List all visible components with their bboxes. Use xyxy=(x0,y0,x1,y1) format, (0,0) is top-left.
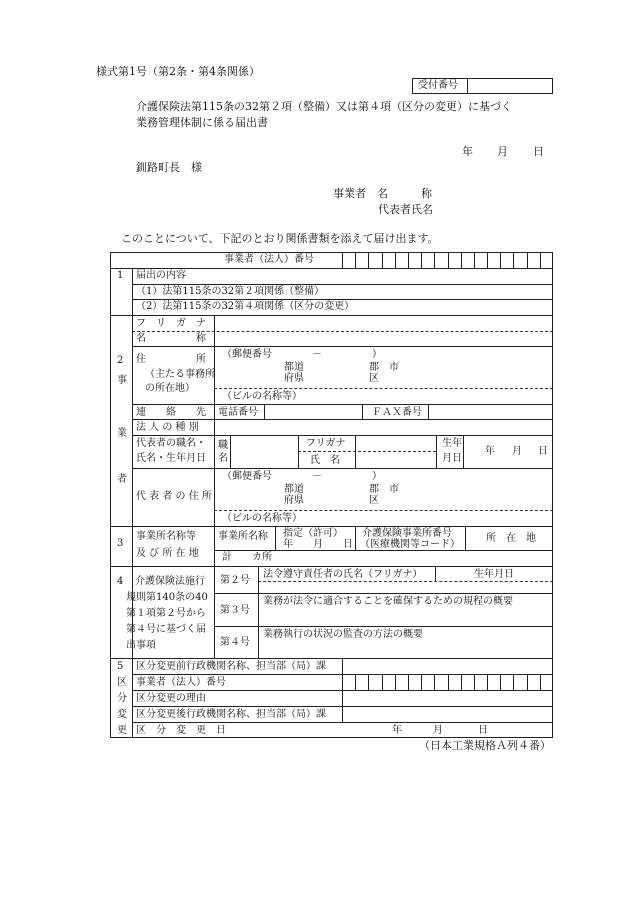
address-label: 住 所 xyxy=(136,354,206,365)
sec5-vertical-3: 変 xyxy=(117,709,127,720)
rep-title-line2: 氏名・生年月日 xyxy=(136,453,206,464)
addressee: 釧路町長 様 xyxy=(136,161,202,174)
number-cell-divider xyxy=(500,252,501,268)
sec1-title: 届出の内容 xyxy=(136,270,186,281)
sec1-item1[interactable]: （1）法第115条の32第２項関係（整備） xyxy=(136,286,325,297)
seinen-label: 生年 xyxy=(442,438,462,449)
number-cell-divider xyxy=(421,252,422,268)
number-cell-divider xyxy=(355,252,356,268)
ku-label: 区 xyxy=(369,373,379,384)
rep-address-label: 代 表 者 の 住 所 xyxy=(136,491,212,502)
sec5-row5: 区 分 変 更 日 xyxy=(136,725,226,736)
rep-todo-label: 都道 xyxy=(284,484,304,495)
form-number: 様式第1号（第2条・第4条関係） xyxy=(96,65,260,78)
number-cell-divider xyxy=(527,674,528,690)
sec5-row3: 区分変更の理由 xyxy=(136,693,206,704)
sec1-item2[interactable]: （2）法第115条の32第４項関係（区分の変更） xyxy=(136,301,355,312)
sec3-title1: 事業所名称等 xyxy=(136,531,196,542)
number-cell-divider xyxy=(461,252,462,268)
number-cell-divider xyxy=(500,674,501,690)
receipt-label: 受付番号 xyxy=(418,80,458,91)
rep-birth-day: 日 xyxy=(538,446,548,457)
form-title-line1: 介護保険法第115条の32第２項（整備）又は第４項（区分の変更）に基づく xyxy=(136,100,512,113)
form-title-line2: 業務管理体制に係る届出書 xyxy=(136,116,268,129)
sec4-title3: 第１項第２号から xyxy=(126,608,206,619)
number-cell-divider xyxy=(395,674,396,690)
sec5-vertical-1: 区 xyxy=(117,677,127,688)
footer-standard: （日本工業規格Ａ列４番） xyxy=(419,739,551,752)
sec4-title4: 第４号に基づく届 xyxy=(126,624,206,635)
number-cell-divider xyxy=(382,252,383,268)
rep-building-label[interactable]: （ビルの名称等） xyxy=(222,513,302,524)
care-number-line2: （医療機関等コード） xyxy=(360,539,460,550)
sec5-number: 5 xyxy=(117,661,124,672)
sec1-number: 1 xyxy=(117,270,124,281)
applicant-name-label: 事業者 名 称 xyxy=(333,187,432,200)
rep-fuken-label: 府県 xyxy=(284,495,304,506)
address-sub2: の所在地） xyxy=(145,383,195,394)
number-cell-divider xyxy=(355,674,356,690)
item2-label: 第２号 xyxy=(220,575,250,586)
birth-date-label: 生年月日 xyxy=(474,569,514,580)
sec4-number: 4 xyxy=(117,576,124,587)
number-cell-divider xyxy=(408,674,409,690)
todo-label: 都道 xyxy=(284,362,304,373)
item4-desc: 業務執行の状況の監査の方法の概要 xyxy=(263,629,423,640)
number-cell-divider xyxy=(540,674,541,690)
number-cell-divider xyxy=(461,674,462,690)
sec2-vertical-2: 業 xyxy=(117,428,127,439)
change-month: 月 xyxy=(433,725,443,736)
name-label: 名 称 xyxy=(136,333,206,344)
contact-label: 連 絡 先 xyxy=(136,407,206,418)
sec4-title5: 出事項 xyxy=(126,640,156,651)
furigana2-label: フリガナ xyxy=(306,438,346,449)
number-cell-divider xyxy=(368,674,369,690)
applicant-rep-label: 代表者氏名 xyxy=(378,203,433,216)
office-total-label: 計 カ所 xyxy=(222,552,272,563)
number-cell-divider xyxy=(540,252,541,268)
rep-ku-label: 区 xyxy=(369,495,379,506)
sec5-row4: 区分変更後行政機関名称、担当部（局）課 xyxy=(136,709,326,720)
item4-label: 第４号 xyxy=(220,637,250,648)
sec5-row1: 区分変更前行政機関名称、担当部（局）課 xyxy=(136,661,326,672)
shoku-label: 職 xyxy=(218,440,228,451)
intro-text: このことについて、下記のとおり関係書類を添えて届け出ます。 xyxy=(121,232,439,245)
sec2-vertical-1: 事 xyxy=(117,375,127,386)
change-year: 年 xyxy=(392,725,402,736)
fax-label: ＦＡＸ番号 xyxy=(372,407,422,418)
number-cell-divider xyxy=(434,674,435,690)
shimei-label: 氏 名 xyxy=(310,455,340,466)
sec2-vertical-3: 者 xyxy=(117,474,127,485)
number-cell-divider xyxy=(368,252,369,268)
number-cell-divider xyxy=(487,674,488,690)
care-number-line1: 介護保険事業所番号 xyxy=(362,528,452,539)
item3-desc: 業務が法令に適合することを確保するための規程の概要 xyxy=(263,596,513,607)
location-label: 所 在 地 xyxy=(486,533,536,544)
fuken-label: 府県 xyxy=(284,373,304,384)
date-month: 月 xyxy=(497,145,508,158)
number-cell-divider xyxy=(434,252,435,268)
gappi-label: 月日 xyxy=(442,453,462,464)
furigana-label: フ リ ガ ナ xyxy=(136,318,206,329)
rep-birth-year: 年 xyxy=(485,446,495,457)
number-cell-divider xyxy=(421,674,422,690)
compliance-officer-label: 法令遵守責任者の氏名（フリガナ） xyxy=(263,569,423,580)
number-cell-divider xyxy=(395,252,396,268)
number-cell-divider xyxy=(382,674,383,690)
number-cell-divider xyxy=(408,252,409,268)
mei-label: 名 xyxy=(218,453,228,464)
phone-label: 電話番号 xyxy=(218,407,258,418)
number-cell-divider xyxy=(474,674,475,690)
number-cell-divider xyxy=(513,252,514,268)
sec3-title2: 及 び 所 在 地 xyxy=(136,548,199,559)
designated-line1: 指定（許可） xyxy=(283,528,343,539)
postal-label[interactable]: （郵便番号 － ） xyxy=(222,349,382,360)
change-day: 日 xyxy=(478,725,488,736)
rep-gun-shi-label: 郡 市 xyxy=(369,484,399,495)
designated-line2: 年 月 日 xyxy=(283,539,353,550)
date-day: 日 xyxy=(533,145,544,158)
gun-shi-label: 郡 市 xyxy=(369,362,399,373)
sec5-row2: 事業者（法人）番号 xyxy=(136,677,226,688)
corp-number-label: 事業者（法人）番号 xyxy=(224,254,314,265)
sec5-vertical-4: 更 xyxy=(117,725,127,736)
number-cell-divider xyxy=(474,252,475,268)
item3-label: 第３号 xyxy=(220,605,250,616)
rep-title-line1: 代表者の職名・ xyxy=(136,438,206,449)
number-cell-divider xyxy=(487,252,488,268)
rep-postal-label[interactable]: （郵便番号 － ） xyxy=(222,471,382,482)
address-sub1: （主たる事務所 xyxy=(145,369,215,380)
sec2-number: 2 xyxy=(117,355,124,366)
sec3-number: 3 xyxy=(117,538,124,549)
sec5-vertical-2: 分 xyxy=(117,693,127,704)
corp-type-label: 法 人 の 種 別 xyxy=(136,422,199,433)
date-year: 年 xyxy=(462,145,473,158)
sec4-title1: 介護保険法施行 xyxy=(135,576,205,587)
number-cell-divider xyxy=(513,674,514,690)
rep-birth-month: 月 xyxy=(512,446,522,457)
number-cell-divider xyxy=(448,674,449,690)
number-cell-divider xyxy=(448,252,449,268)
office-name-label: 事業所名称 xyxy=(218,531,268,542)
number-cell-divider xyxy=(527,252,528,268)
building-label[interactable]: （ビルの名称等） xyxy=(222,391,302,402)
sec4-title2: 規則第140条の40 xyxy=(126,592,208,603)
